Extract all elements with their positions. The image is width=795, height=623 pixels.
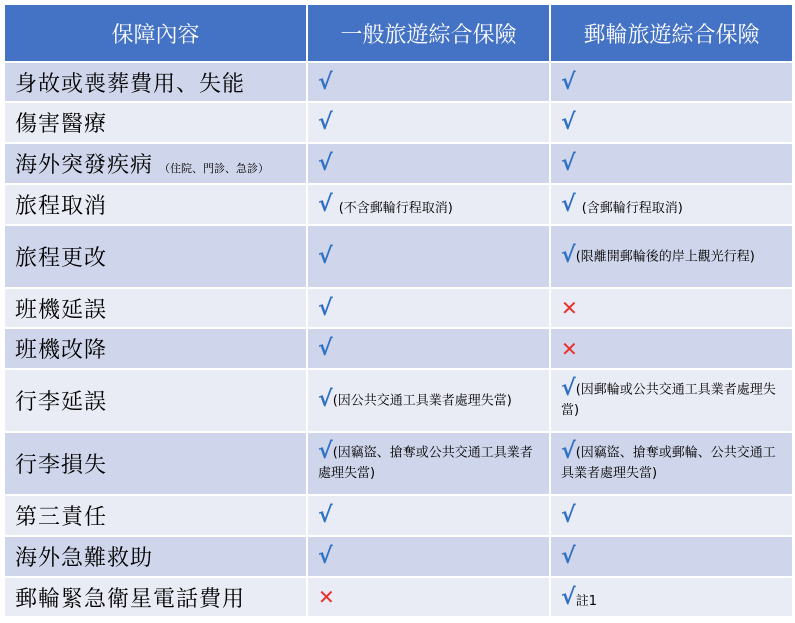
table-row xyxy=(4,432,793,495)
check-icon: √ xyxy=(318,386,333,412)
table-body xyxy=(4,62,793,617)
header-coverage: 保障內容 xyxy=(4,4,307,62)
coverage-condition: (含郵輪行程取消) xyxy=(581,201,683,216)
table-row xyxy=(4,369,793,432)
cruise-coverage-cell xyxy=(550,288,793,328)
cruise-coverage-cell xyxy=(550,225,793,288)
table-row xyxy=(4,328,793,369)
coverage-item-label: 海外急難救助 xyxy=(15,546,154,571)
coverage-item-label: 班機改降 xyxy=(15,338,108,363)
table-row xyxy=(4,102,793,143)
coverage-item xyxy=(4,577,307,617)
coverage-item xyxy=(4,432,307,495)
coverage-item xyxy=(4,225,307,288)
general-coverage-cell xyxy=(307,184,550,225)
coverage-item xyxy=(4,184,307,225)
coverage-item xyxy=(4,102,307,143)
coverage-item xyxy=(4,328,307,369)
general-coverage-cell xyxy=(307,225,550,288)
cruise-coverage-cell xyxy=(550,184,793,225)
general-coverage-cell xyxy=(307,288,550,328)
cruise-coverage-cell xyxy=(550,432,793,495)
check-icon: √ xyxy=(561,242,576,268)
check-icon: √ xyxy=(561,439,576,465)
check-icon: √ xyxy=(318,544,333,569)
coverage-item xyxy=(4,536,307,577)
general-coverage-cell xyxy=(307,328,550,369)
coverage-condition: 註1 xyxy=(575,593,597,609)
coverage-condition: (因郵輪或公共交通工具業者處理失當) xyxy=(561,382,776,419)
coverage-item xyxy=(4,495,307,536)
general-coverage-cell xyxy=(307,62,550,102)
coverage-item xyxy=(4,62,307,102)
check-icon: √ xyxy=(318,151,333,176)
general-coverage-cell xyxy=(307,143,550,184)
coverage-item xyxy=(4,143,307,184)
table-row xyxy=(4,184,793,225)
check-icon: √ xyxy=(318,192,333,217)
general-coverage-cell xyxy=(307,577,550,617)
cruise-coverage-cell xyxy=(550,369,793,432)
table-row xyxy=(4,495,793,536)
check-icon: √ xyxy=(561,151,576,176)
header-cruise-travel: 郵輪旅遊綜合保險 xyxy=(550,4,793,62)
general-coverage-cell xyxy=(307,432,550,495)
check-icon: √ xyxy=(561,584,576,610)
cross-icon: ✕ xyxy=(318,585,335,609)
table-row xyxy=(4,577,793,617)
check-icon: √ xyxy=(561,69,576,95)
coverage-item-label: 旅程更改 xyxy=(15,246,108,271)
general-coverage-cell xyxy=(307,536,550,577)
general-coverage-cell xyxy=(307,369,550,432)
check-icon: √ xyxy=(561,376,576,402)
check-icon: √ xyxy=(561,110,576,135)
check-icon: √ xyxy=(318,503,333,528)
coverage-item-label: 郵輪緊急衛星電話費用 xyxy=(15,586,246,612)
check-icon: √ xyxy=(318,439,333,465)
cruise-coverage-cell xyxy=(550,536,793,577)
cruise-coverage-cell xyxy=(550,102,793,143)
check-icon: √ xyxy=(318,295,333,321)
coverage-item-label: 行李延誤 xyxy=(15,390,108,415)
coverage-item-label: 班機延誤 xyxy=(15,297,108,323)
header-general-travel: 一般旅遊綜合保險 xyxy=(307,4,550,62)
check-icon: √ xyxy=(318,69,333,95)
coverage-item xyxy=(4,288,307,328)
coverage-item-label: 行李損失 xyxy=(15,453,108,478)
coverage-condition: (限離開郵輪後的岸上觀光行程) xyxy=(575,249,755,264)
cruise-coverage-cell xyxy=(550,62,793,102)
coverage-item xyxy=(4,369,307,432)
general-coverage-cell xyxy=(307,495,550,536)
coverage-item-note: （住院、門診、急診） xyxy=(159,162,270,175)
header-row xyxy=(4,4,793,62)
coverage-condition: (因竊盜、搶奪或郵輪、公共交通工具業者處理失當) xyxy=(561,445,776,482)
table-row xyxy=(4,288,793,328)
table-row xyxy=(4,143,793,184)
coverage-item-label: 海外突發疾病 xyxy=(15,153,154,178)
check-icon: √ xyxy=(561,544,576,569)
coverage-condition: (因竊盜、搶奪或公共交通工具業者處理失當) xyxy=(318,445,533,482)
check-icon: √ xyxy=(318,110,333,135)
coverage-condition: (不含郵輪行程取消) xyxy=(338,201,453,216)
table-row xyxy=(4,536,793,577)
check-icon: √ xyxy=(318,336,333,361)
cruise-coverage-cell xyxy=(550,577,793,617)
check-icon: √ xyxy=(561,503,576,528)
cruise-coverage-cell xyxy=(550,328,793,369)
check-icon: √ xyxy=(318,244,333,269)
table-row xyxy=(4,62,793,102)
coverage-item-label: 身故或喪葬費用、失能 xyxy=(15,71,246,97)
cross-icon: ✕ xyxy=(561,336,578,361)
cruise-coverage-cell xyxy=(550,143,793,184)
coverage-item-label: 傷害醫療 xyxy=(15,112,108,137)
cruise-coverage-cell xyxy=(550,495,793,536)
check-icon: √ xyxy=(561,192,576,217)
coverage-condition: (因公共交通工具業者處理失當) xyxy=(332,393,512,408)
general-coverage-cell xyxy=(307,102,550,143)
cross-icon: ✕ xyxy=(561,296,578,320)
coverage-item-label: 第三責任 xyxy=(15,505,108,530)
coverage-item-label: 旅程取消 xyxy=(15,194,108,219)
coverage-comparison-table xyxy=(3,3,794,618)
table-row xyxy=(4,225,793,288)
